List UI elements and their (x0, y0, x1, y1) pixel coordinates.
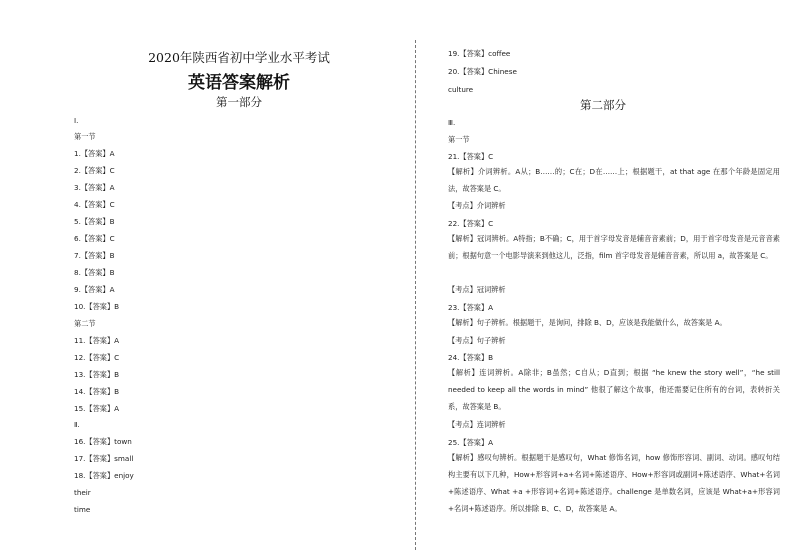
answer-line: 7.【答案】B (74, 251, 115, 260)
answer-line: 16.【答案】town (74, 437, 132, 446)
point-line: 【考点】介词辨析 (448, 201, 506, 210)
answer-line: 4.【答案】C (74, 200, 115, 209)
part-one-heading: 第一部分 (216, 95, 262, 109)
answer-line: 8.【答案】B (74, 268, 115, 277)
answer-line: 10.【答案】B (74, 302, 120, 311)
answer-line: 11.【答案】A (74, 336, 120, 345)
answer-line: 17.【答案】small (74, 454, 134, 463)
answer-line: 18.【答案】enjoy (74, 471, 134, 480)
answer-line: 12.【答案】C (74, 353, 120, 362)
answer-line: 1.【答案】A (74, 149, 115, 158)
answer-line: 23.【答案】A (448, 303, 494, 312)
point-line: 【考点】冠词辨析 (448, 285, 506, 294)
analysis-paragraph: 【解析】句子辨析。根据题干，是询问，排除 B、D，应该是我能做什么，故答案是 A。 (448, 318, 727, 327)
answer-line: 5.【答案】B (74, 217, 115, 226)
answer-line: time (74, 505, 91, 514)
answer-line: 6.【答案】C (74, 234, 115, 243)
section-heading-2: 第二节 (74, 319, 96, 328)
document-title: 2020年陕西省初中学业水平考试 (148, 50, 330, 65)
analysis-paragraph: 【解析】感叹句辨析。根据题干是感叹句，What 修饰名词，how 修饰形容词、副词、动词。感叹句结构主要有以下几种，How+形容词+a+名词+陈述语序、How+形容词或副词+陈述语序、What+名词+陈述语序、What +a +形容词+名词+陈述语序。challenge 是单数名词，应该是 What+a+形容词+名词+陈述语序。所以排除 B、C、D，故答案是 A。 (448, 453, 780, 513)
part-two-heading: 第二部分 (580, 98, 626, 112)
right-column (448, 0, 788, 560)
answer-line: 15.【答案】A (74, 404, 120, 413)
answer-line: 2.【答案】C (74, 166, 115, 175)
answer-line: their (74, 488, 91, 497)
answer-line: 14.【答案】B (74, 387, 120, 396)
analysis-paragraph: 【解析】连词辨析。A除非；B虽然；C自从；D直到；根据 “he knew the story well”，“he still needed to keep all the words in mind” 他很了解这个故事，他还需要记住所有的台词，表转折关系，故答案是 B。 (448, 368, 780, 411)
answer-line: 21.【答案】C (448, 152, 494, 161)
left-column (74, 0, 404, 560)
point-line: 【考点】句子辨析 (448, 336, 506, 345)
answer-line: 24.【答案】B (448, 353, 494, 362)
answer-line: 22.【答案】C (448, 219, 494, 228)
analysis-paragraph: 【解析】介词辨析。A从；B……的；C在；D在……上；根据题干，at that age 在那个年龄是固定用法，故答案是 C。 (448, 167, 780, 193)
answer-line: 25.【答案】A (448, 438, 494, 447)
answer-line: 20.【答案】Chinese (448, 67, 517, 76)
answer-line: culture (448, 85, 474, 94)
answer-line: 9.【答案】A (74, 285, 115, 294)
analysis-paragraph: 【解析】冠词辨析。A特指；B不确；C，用于首字母发音是辅音音素前；D，用于首字母发音是元音音素前；根据句意一个电影导演来到他这儿，泛指，film 首字母发音是辅音音素，所以用 a，故答案是 C。 (448, 234, 780, 260)
answer-line: 13.【答案】B (74, 370, 120, 379)
section-heading-1: 第一节 (74, 132, 96, 141)
answer-line: 19.【答案】coffee (448, 49, 511, 58)
document-subtitle: 英语答案解析 (188, 73, 290, 93)
point-line: 【考点】连词辨析 (448, 420, 506, 429)
section-roman-2: Ⅱ. (74, 420, 80, 429)
section-roman-3: Ⅲ. (448, 118, 456, 127)
section-roman-1: Ⅰ. (74, 116, 79, 125)
answer-line: 3.【答案】A (74, 183, 115, 192)
section-heading-3: 第一节 (448, 135, 470, 144)
column-divider (415, 40, 416, 550)
